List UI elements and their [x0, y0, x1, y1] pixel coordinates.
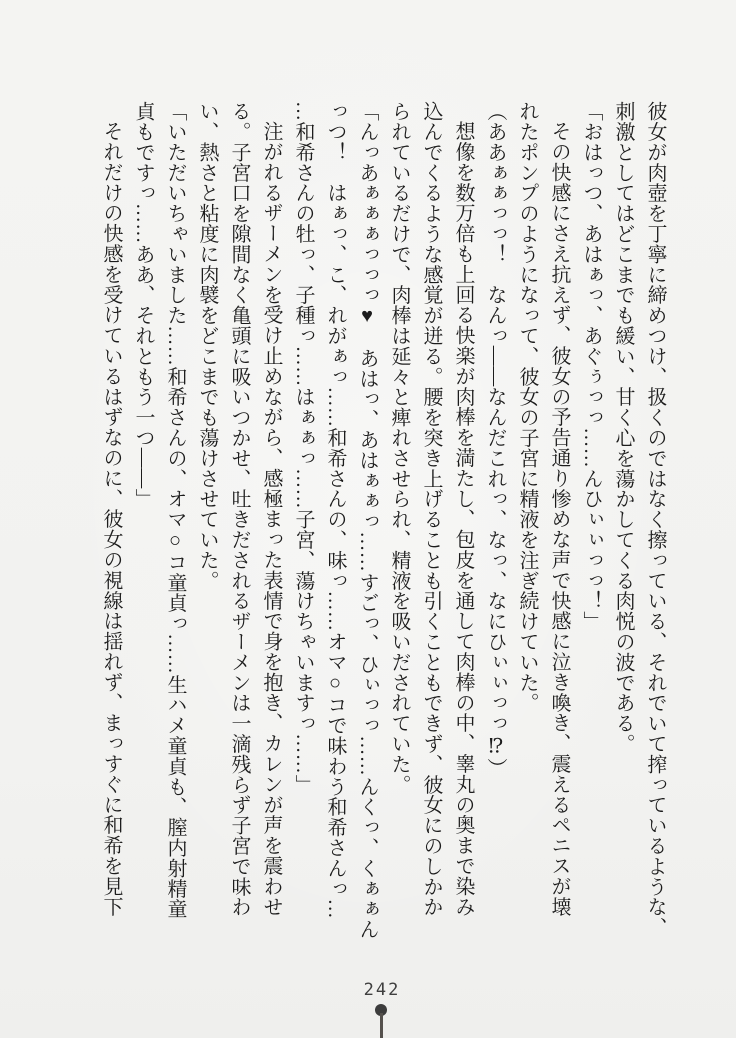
- text-line: …和希さんの牡っ、子種っ……はぁぁっ……子宮、蕩けちゃいますっ……」: [292, 101, 314, 795]
- text-line: 彼女が肉壺を丁寧に締めつけ、扱くのではなく擦っている、それでいて搾っているような、: [644, 101, 666, 938]
- text-line: 注がれるザーメンを受け止めながら、感極まった表情で身を抱き、カレンが声を震わせ: [260, 121, 282, 917]
- text-line: 「いただいちゃいました……和希さんの、オマ○コ童貞っ……生ハメ童貞も、膣内射精童: [164, 101, 186, 919]
- page-marker-line: [380, 1013, 383, 1038]
- text-line: その快感にさえ抗えず、彼女の予告通り惨めな声で快感に泣き喚き、震えるペニスが壊: [548, 121, 570, 917]
- text-line: る。子宮口を隙間なく亀頭に吸いつかせ、吐きだされるザーメンは一滴残らず子宮で味わ: [228, 101, 250, 917]
- text-line: （ああぁぁっっ！ なんっ——なんだこれっ、なっ、なにひぃぃっっ⁉）: [484, 101, 506, 779]
- vertical-text-block: [95, 101, 671, 940]
- text-line: っつ！ はぁっ、こ、れがぁっ……和希さんの、味っ……オマ○コで味わう和希さんっ…: [324, 101, 346, 919]
- text-line: 想像を数万倍も上回る快楽が肉棒を満たし、包皮を通して肉棒の中、睾丸の奥まで染み: [452, 121, 474, 917]
- text-line: 刺激としてはどこまでも緩い、甘く心を蕩かしてくる肉悦の波である。: [612, 101, 634, 754]
- text-line: 「おはっつ、あはぁっ、あぐぅっっ……んひぃぃっっ！」: [580, 101, 602, 632]
- text-line: 「んっあぁぁぁっっっ♥ あはっ、あはぁぁっ……すごっ、ひぃっっ……んくっ、くぁぁん: [356, 101, 378, 940]
- text-line: い、熱さと粘度に肉襞をどこまでも蕩けさせていた。: [196, 101, 218, 591]
- page-number: 242: [363, 980, 401, 1000]
- text-line: れたポンプのようになって、彼女の子宮に精液を注ぎ続けていた。: [516, 101, 538, 713]
- text-line: 込んでくるような感覚が迸る。腰を突き上げることも引くこともできず、彼女にのしかか: [420, 101, 442, 917]
- text-line: 貞もですっ……ああ、それともう一つ——」: [132, 101, 154, 509]
- text-line: られているだけで、肉棒は延々と痺れさせられ、精液を吸いだされていた。: [388, 101, 410, 795]
- text-line: それだけの快感を受けているはずなのに、彼女の視線は揺れず、まっすぐに和希を見下: [100, 121, 122, 917]
